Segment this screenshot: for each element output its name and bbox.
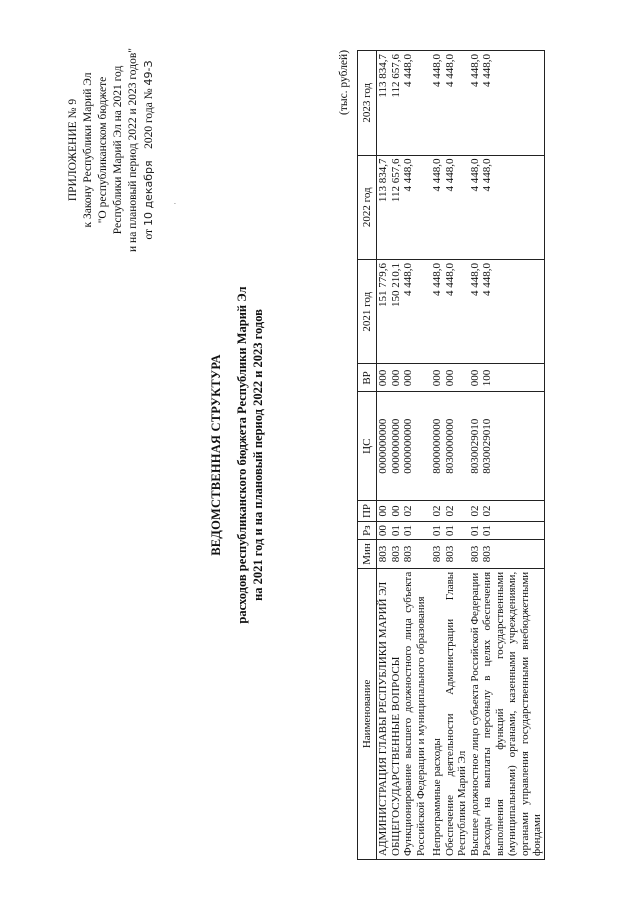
row-pr: 00 <box>390 500 403 521</box>
row-min: 803 <box>390 540 403 569</box>
row-rz: 00 <box>377 522 390 540</box>
row-2023: 4 448,0 <box>431 51 444 156</box>
table-row <box>469 51 482 860</box>
header-vr: ВР <box>358 364 377 392</box>
row-rz: 01 <box>390 522 403 540</box>
appendix-line: к Закону Республики Марий Эл <box>82 72 94 228</box>
row-2021: 4 448,0 <box>469 259 482 363</box>
row-2022: 4 448,0 <box>444 155 469 259</box>
row-pr: 02 <box>431 500 444 521</box>
row-2023: 4 448,0 <box>469 51 482 156</box>
header-pr: ПР <box>358 500 377 521</box>
row-cs: 8030029010 <box>469 392 482 500</box>
row-2022: 4 448,0 <box>402 155 427 259</box>
row-2022: 4 448,0 <box>431 155 444 259</box>
row-min: 803 <box>469 540 482 569</box>
row-cs: 8000000000 <box>431 392 444 500</box>
row-2021: 4 448,0 <box>444 259 469 363</box>
row-2023: 113 834,7 <box>377 51 390 156</box>
row-2021: 4 448,0 <box>431 259 444 363</box>
table-row <box>444 51 469 860</box>
header-min: Мин <box>358 540 377 569</box>
table-row <box>402 51 427 860</box>
row-cs: 0000000000 <box>377 392 390 500</box>
document-title <box>208 95 266 815</box>
header-2021: 2021 год <box>358 259 377 363</box>
row-cs: 8030000000 <box>444 392 469 500</box>
row-name: ОБЩЕГОСУДАРСТВЕННЫЕ ВОПРОСЫ <box>390 568 403 859</box>
row-2022: 113 834,7 <box>377 155 390 259</box>
row-2023: 112 657,6 <box>390 51 403 156</box>
header-2022: 2022 год <box>358 155 377 259</box>
row-cs: 0000000000 <box>402 392 427 500</box>
row-rz: 01 <box>444 522 469 540</box>
row-2021: 150 210,1 <box>390 259 403 363</box>
appendix-header <box>66 40 157 260</box>
row-cs: 0000000000 <box>390 392 403 500</box>
title-sub: расходов республиканского бюджета Республики Марий Эл <box>235 286 249 624</box>
row-vr: 000 <box>377 364 390 392</box>
row-2022: 4 448,0 <box>481 155 544 259</box>
row-vr: 000 <box>469 364 482 392</box>
row-rz: 01 <box>469 522 482 540</box>
row-vr: 100 <box>481 364 544 392</box>
row-pr: 02 <box>481 500 544 521</box>
row-rz: 01 <box>402 522 427 540</box>
title-main: ВЕДОМСТВЕННАЯ СТРУКТУРА <box>209 354 223 556</box>
budget-table <box>357 50 545 860</box>
row-min: 803 <box>481 540 544 569</box>
appendix-line: Республики Марий Эл на 2021 год <box>112 65 124 235</box>
appendix-line: ПРИЛОЖЕНИЕ № 9 <box>67 98 79 202</box>
row-2023: 4 448,0 <box>444 51 469 156</box>
row-vr: 000 <box>402 364 427 392</box>
row-vr: 000 <box>390 364 403 392</box>
row-2022: 112 657,6 <box>390 155 403 259</box>
date-prefix: от <box>143 228 155 240</box>
row-pr: 00 <box>377 500 390 521</box>
row-pr: 02 <box>402 500 427 521</box>
header-name: Наименование <box>358 568 377 859</box>
row-rz: 01 <box>481 522 544 540</box>
table-row <box>431 51 444 860</box>
header-rz: Рз <box>358 522 377 540</box>
date-suffix: 2020 года № <box>143 88 155 149</box>
row-2021: 4 448,0 <box>481 259 544 363</box>
row-name: Непрограммные расходы <box>431 568 444 859</box>
row-2021: 4 448,0 <box>402 259 427 363</box>
table-row <box>390 51 403 860</box>
row-rz: 01 <box>431 522 444 540</box>
row-min: 803 <box>431 540 444 569</box>
row-name: Функционирование высшего должностного лица субъекта Российской Федерации и муниципального образования <box>402 568 427 859</box>
row-vr: 000 <box>431 364 444 392</box>
table-row <box>481 51 544 860</box>
units-label: (тыс. рублей) <box>338 49 350 115</box>
row-2023: 4 448,0 <box>402 51 427 156</box>
row-2021: 151 779,6 <box>377 259 390 363</box>
row-2023: 4 448,0 <box>481 51 544 156</box>
table-row <box>377 51 390 860</box>
row-min: 803 <box>444 540 469 569</box>
row-name: Обеспечение деятельности Администрации Главы Республики Марий Эл <box>444 568 469 859</box>
row-cs: 8030029010 <box>481 392 544 500</box>
header-cs: ЦС <box>358 392 377 500</box>
table-header-row <box>358 51 377 860</box>
row-2022: 4 448,0 <box>469 155 482 259</box>
header-2023: 2023 год <box>358 51 377 156</box>
row-name: Расходы на выплаты персоналу в целях обеспечения выполнения функций государственными (муниципальными) органами, казенными учреждениями, органами управления государственными внебюджетными фондами <box>481 568 544 859</box>
date-handwritten: 10 декабря <box>142 160 155 227</box>
law-number-handwritten: 49-З <box>142 60 155 86</box>
row-vr: 000 <box>444 364 469 392</box>
row-pr: 02 <box>444 500 469 521</box>
scan-dot: · <box>170 202 180 205</box>
appendix-date-line <box>141 40 157 260</box>
row-name: Высшее должностное лицо субъекта Российской Федерации <box>469 568 482 859</box>
appendix-line: и на плановый период 2022 и 2023 годов" <box>127 48 139 252</box>
appendix-line: "О республиканском бюджете <box>97 76 109 224</box>
row-pr: 02 <box>469 500 482 521</box>
row-min: 803 <box>402 540 427 569</box>
row-name: АДМИНИСТРАЦИЯ ГЛАВЫ РЕСПУБЛИКИ МАРИЙ ЭЛ <box>377 568 390 859</box>
title-sub: на 2021 год и на плановый период 2022 и 2023 годов <box>251 309 265 601</box>
row-min: 803 <box>377 540 390 569</box>
